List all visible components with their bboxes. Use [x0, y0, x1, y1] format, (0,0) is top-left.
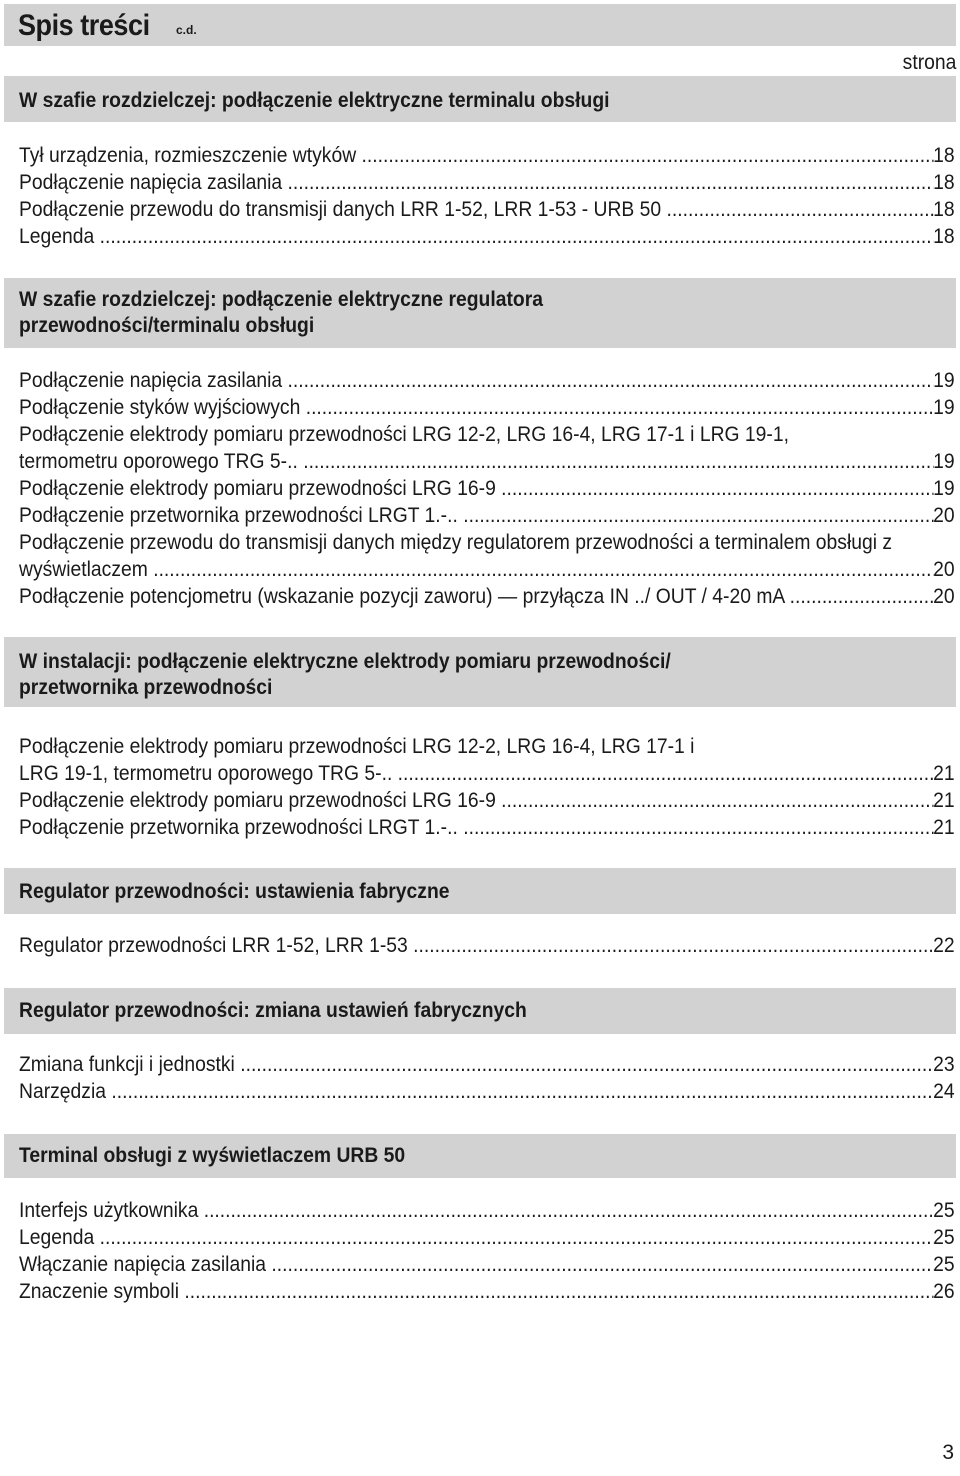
toc-entry[interactable]: LRG 19-1, termometru oporowego TRG 5-.. ..... 21 — [19, 760, 955, 787]
toc-entry[interactable]: Podłączenie elektrody pomiaru przewodności LRG 16-9 ..... 21 — [19, 787, 955, 814]
section-3-entries — [19, 733, 955, 841]
section-heading-3 — [4, 637, 956, 707]
toc-entry[interactable]: Interfejs użytkownika ..... 25 — [19, 1197, 955, 1224]
toc-entry[interactable]: Legenda ..... 18 — [19, 223, 955, 250]
section-heading-6 — [4, 1134, 956, 1178]
title-suffix: c.d. — [176, 23, 197, 37]
toc-entry[interactable]: Podłączenie elektrody pomiaru przewodności LRG 16-9 ..... 19 — [19, 475, 955, 502]
toc-entry[interactable]: Podłączenie styków wyjściowych ..... 19 — [19, 394, 955, 421]
section-5-entries — [19, 1051, 955, 1105]
toc-entry[interactable]: Podłączenie napięcia zasilania ..... 18 — [19, 169, 955, 196]
toc-entry[interactable]: Podłączenie przetwornika przewodności LRGT 1.-.. ..... 20 — [19, 502, 955, 529]
toc-entry-line[interactable]: Podłączenie elektrody pomiaru przewodności LRG 12-2, LRG 16-4, LRG 17-1 i — [19, 735, 695, 758]
toc-entry[interactable]: Włączanie napięcia zasilania ..... 25 — [19, 1251, 955, 1278]
section-1-entries — [19, 142, 955, 250]
section-heading-text: W szafie rozdzielczej: podłączenie elektryczne regulatora przewodności/terminalu obsługi — [19, 288, 543, 337]
toc-entry[interactable]: Legenda ..... 25 — [19, 1224, 955, 1251]
page-column-label: strona — [902, 51, 956, 74]
toc-entry[interactable]: termometru oporowego TRG 5-.. ..... 19 — [19, 448, 955, 475]
section-heading-5 — [4, 988, 956, 1034]
section-4-entries — [19, 932, 955, 959]
page-title: Spis treści — [18, 9, 150, 42]
section-2-entries — [19, 367, 955, 610]
section-heading-text: Regulator przewodności: zmiana ustawień fabrycznych — [19, 999, 527, 1022]
toc-entry[interactable]: Podłączenie przetwornika przewodności LRGT 1.-.. ..... 21 — [19, 814, 955, 841]
toc-entry[interactable]: Narzędzia ..... 24 — [19, 1078, 955, 1105]
section-heading-text: Regulator przewodności: ustawienia fabryczne — [19, 880, 450, 903]
title-bar — [4, 4, 956, 46]
toc-entry-line[interactable]: Podłączenie elektrody pomiaru przewodności LRG 12-2, LRG 16-4, LRG 17-1 i LRG 19-1, — [19, 423, 789, 446]
toc-entry[interactable]: Zmiana funkcji i jednostki ..... 23 — [19, 1051, 955, 1078]
section-heading-1 — [4, 76, 956, 122]
page-number: 3 — [942, 1441, 954, 1464]
section-heading-4 — [4, 868, 956, 914]
section-heading-text: Terminal obsługi z wyświetlaczem URB 50 — [19, 1144, 406, 1167]
toc-entry[interactable]: Znaczenie symboli ..... 26 — [19, 1278, 955, 1305]
toc-entry[interactable]: wyświetlaczem ..... 20 — [19, 556, 955, 583]
section-heading-2 — [4, 278, 956, 348]
toc-entry[interactable]: Podłączenie przewodu do transmisji danych LRR 1-52, LRR 1-53 - URB 50 ..... 18 — [19, 196, 955, 223]
toc-entry[interactable]: Podłączenie napięcia zasilania ..... 19 — [19, 367, 955, 394]
toc-entry-line[interactable]: Podłączenie przewodu do transmisji danych między regulatorem przewodności a terminalem obsługi z — [19, 531, 893, 554]
section-6-entries — [19, 1197, 955, 1305]
section-heading-text: W instalacji: podłączenie elektryczne elektrody pomiaru przewodności/ przetwornika przewodności — [19, 650, 671, 699]
toc-entry[interactable]: Tył urządzenia, rozmieszczenie wtyków ..... 18 — [19, 142, 955, 169]
section-heading-text: W szafie rozdzielczej: podłączenie elektryczne terminalu obsługi — [19, 89, 610, 112]
toc-entry[interactable]: Podłączenie potencjometru (wskazanie pozycji zaworu) — przyłącza IN ../ OUT / 4-20 mA ..... 20 — [19, 583, 955, 610]
toc-entry[interactable]: Regulator przewodności LRR 1-52, LRR 1-53 ..... 22 — [19, 932, 955, 959]
